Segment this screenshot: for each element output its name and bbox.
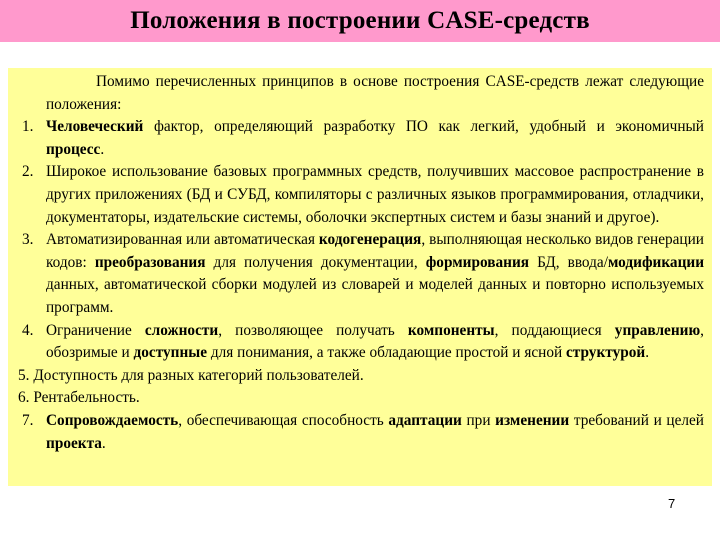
item-text: требований и целей (569, 411, 704, 429)
list-item (22, 229, 704, 319)
emphasized-term: Сопровождаемость (46, 411, 179, 429)
emphasized-term: проекта (46, 434, 102, 452)
item-text: . (101, 434, 106, 452)
slide-title: Положения в построении CASE-средств (130, 7, 590, 34)
emphasized-term: Человеческий (46, 118, 144, 136)
intro-paragraph: Помимо перечисленных принципов в основе построения CASE-средств лежат следующие положения: (46, 73, 704, 113)
item-text: , выполняющая несколько видов генерации кодов: (46, 231, 704, 271)
list-item-number: 3. (22, 231, 34, 249)
list-item (22, 161, 704, 229)
list-item-number: 6. (18, 389, 30, 407)
list-item (22, 410, 704, 455)
item-text: . (645, 344, 650, 362)
list-item-number: 2. (22, 163, 34, 181)
emphasized-term: управлению (614, 321, 701, 339)
item-text: Рентабельность. (33, 389, 140, 407)
emphasized-term: кодогенерация (318, 231, 422, 249)
item-text: , обозримые и (46, 321, 704, 362)
item-text: Доступность для разных категорий пользователей. (33, 366, 364, 384)
emphasized-term: сложности (144, 321, 219, 339)
emphasized-term: компоненты (407, 321, 495, 339)
list-item-number: 4. (22, 321, 34, 339)
emphasized-term: модификации (607, 253, 705, 271)
item-text: фактор, определяющий разработку ПО как легкий, удобный и экономичный (143, 118, 704, 136)
list-item (22, 116, 704, 161)
item-text: БД, ввода/ (529, 253, 608, 271)
content-box (8, 68, 712, 486)
list-item (18, 387, 704, 410)
emphasized-term: преобразования (94, 253, 206, 271)
item-text: при (461, 411, 496, 429)
list-item (22, 320, 704, 365)
item-text: , позволяющее получать (218, 321, 408, 339)
list-item-number: 7. (22, 411, 34, 429)
emphasized-term: изменении (495, 411, 570, 429)
item-text: данных, автоматической сборки модулей из словарей и моделей данных и повторно используемых программ. (46, 276, 704, 316)
emphasized-term: доступные (133, 344, 208, 362)
item-text: для понимания, а также обладающие простой и ясной (207, 344, 566, 362)
page-number: 7 (668, 496, 676, 511)
item-text: , обеспечивающая способность (178, 411, 389, 429)
principles-list (18, 116, 705, 455)
emphasized-term: процесс (46, 140, 101, 158)
title-bar (0, 0, 720, 42)
emphasized-term: структурой (566, 344, 646, 362)
item-text: Ограничение (46, 321, 145, 339)
item-text: Автоматизированная или автоматическая (46, 231, 319, 249)
item-text: для получения документации, (205, 253, 426, 271)
list-item-number: 5. (18, 366, 30, 384)
item-text: Широкое использование базовых программных средств, получивших массовое распространение в других приложениях (БД и СУБД, компиляторы с различных языков программирования, отладчики, документаторы, издательские системы, оболочки экспертных систем и базы знаний и другое). (46, 163, 704, 226)
item-text: , поддающиеся (494, 321, 615, 339)
item-text: . (100, 140, 105, 158)
emphasized-term: адаптации (388, 411, 462, 429)
list-item-number: 1. (22, 118, 34, 136)
emphasized-term: формирования (425, 253, 530, 271)
list-item (18, 365, 704, 388)
